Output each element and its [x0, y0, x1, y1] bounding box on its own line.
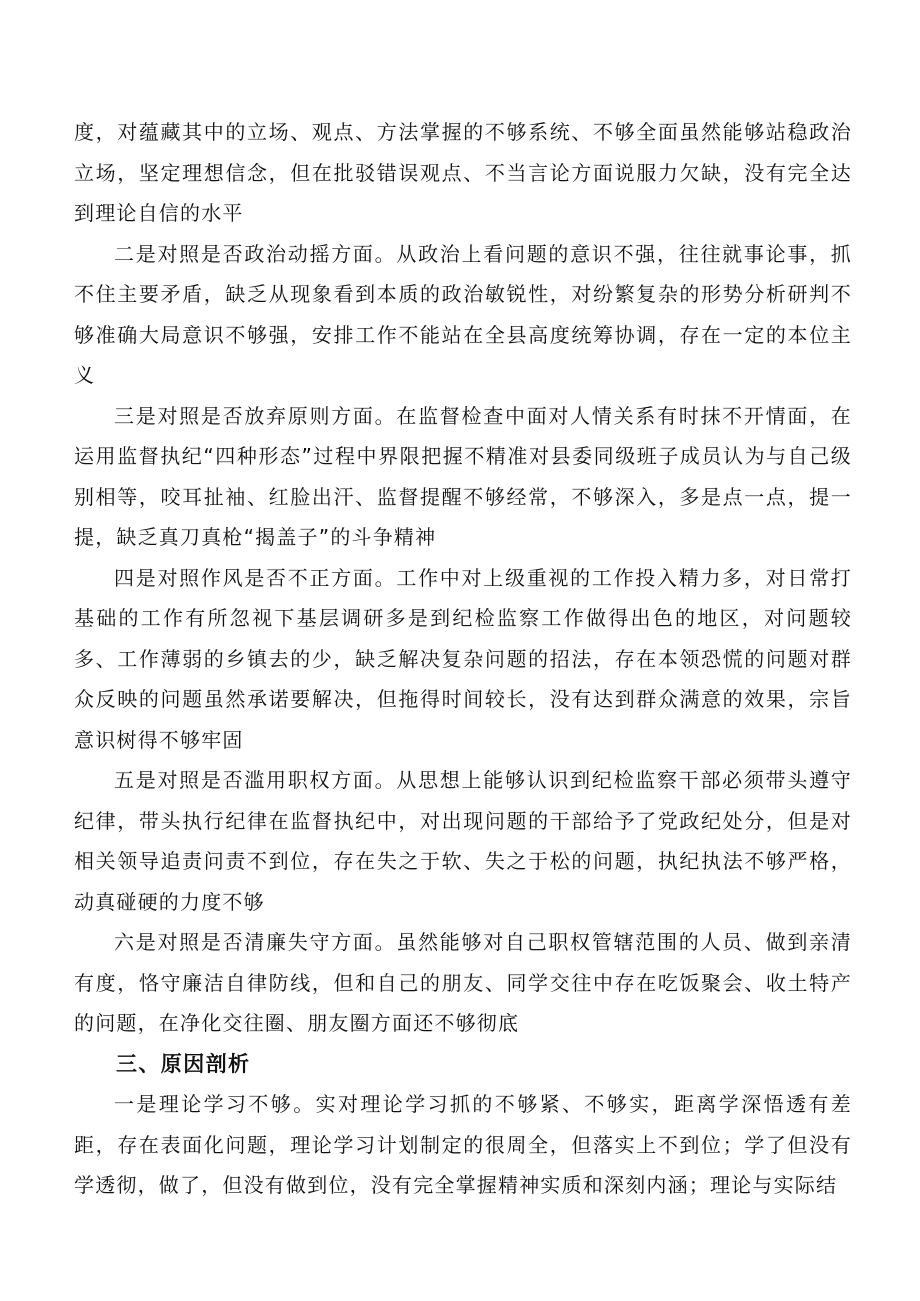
paragraph-political-wavering: 二是对照是否政治动摇方面。从政治上看问题的意识不强，往往就事论事，抓不住主要矛盾，缺乏从现象看到本质的政治敏锐性，对纷繁复杂的形势分析研判不够准确大局意识不够强，安排工作不能站在全县高度统筹协调，存在一定的本位主义: [74, 241, 852, 387]
paragraph-integrity: 六是对照是否清廉失守方面。虽然能够对自己职权管辖范围的人员、做到亲清有度，恪守廉洁自律防线，但和自己的朋友、同学交往中存在吃饭聚会、收土特产的问题，在净化交往圈、朋友圈方面还不够彻底: [74, 930, 852, 1035]
document-body: [74, 112, 852, 1206]
paragraph-continuation: 度，对蕴藏其中的立场、观点、方法掌握的不够系统、不够全面虽然能够站稳政治立场，坚定理想信念，但在批驳错误观点、不当言论方面说服力欠缺，没有完全达到理论自信的水平: [74, 120, 852, 225]
paragraph-work-style: 四是对照作风是否不正方面。工作中对上级重视的工作投入精力多，对日常打基础的工作有所忽视下基层调研多是到纪检监察工作做得出色的地区，对问题较多、工作薄弱的乡镇去的少，缺乏解决复杂问题的招法，存在本领恐慌的问题对群众反映的问题虽然承诺要解决，但拖得时间较长，没有达到群众满意的效果，宗旨意识树得不够牢固: [74, 565, 852, 752]
paragraph-abuse-of-power: 五是对照是否滥用职权方面。从思想上能够认识到纪检监察干部必须带头遵守纪律，带头执行纪律在监督执纪中，对出现问题的干部给予了党政纪处分，但是对相关领导追责问责不到位，存在失之于软、失之于松的问题，执纪执法不够严格，动真碰硬的力度不够: [74, 768, 852, 914]
section-heading-cause-analysis: 三、原因剖析: [116, 1051, 251, 1076]
paragraph-abandon-principles: 三是对照是否放弃原则方面。在监督检查中面对人情关系有时抹不开情面，在运用监督执纪“四种形态”过程中界限把握不精准对县委同级班子成员认为与自己级别相等，咬耳扯袖、红脸出汗、监督提醒不够经常，不够深入，多是点一点，提一提，缺乏真刀真枪“揭盖子”的斗争精神: [74, 403, 852, 549]
paragraph-theory-study: 一是理论学习不够。实对理论学习抓的不够紧、不够实，距离学深悟透有差距，存在表面化问题，理论学习计划制定的很周全，但落实上不到位；学了但没有学透彻，做了，但没有做到位，没有完全掌握精神实质和深刻内涵；理论与实际结: [74, 1092, 852, 1197]
